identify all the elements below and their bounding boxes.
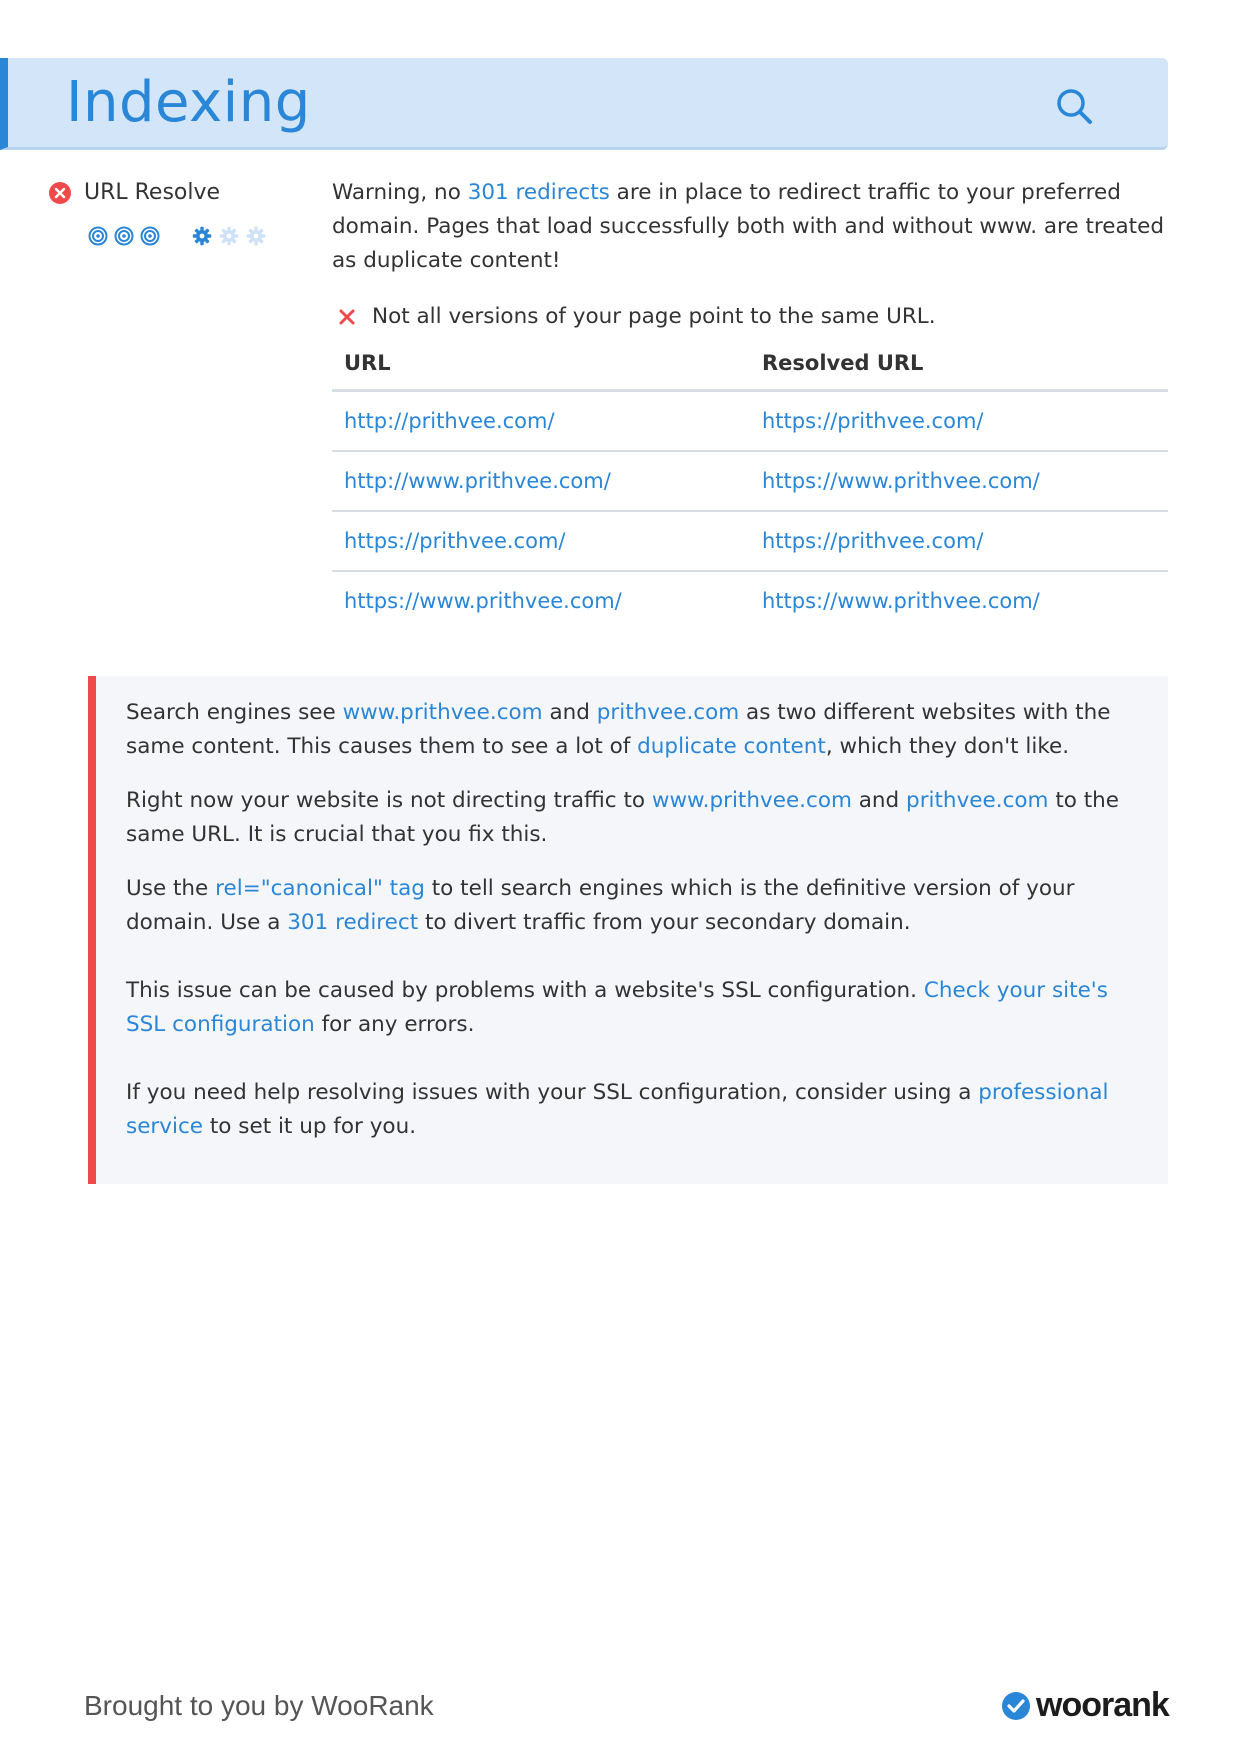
advice-text: to set it up for you. [203, 1114, 417, 1139]
advice-text: for any errors. [314, 1012, 475, 1037]
advice-text: to divert traffic from your secondary domain. [418, 910, 911, 935]
advice-text: Right now your website is not directing traffic to [126, 788, 652, 813]
warning-message [332, 176, 1168, 278]
criterion-content [332, 176, 1168, 630]
logo-text: woorank [1036, 1686, 1169, 1724]
link-root-domain[interactable]: prithvee.com [906, 788, 1049, 813]
link-301-redirect[interactable]: 301 redirect [287, 910, 419, 935]
table-row [332, 571, 1168, 630]
gear-icon [192, 226, 212, 246]
check-result-text: Not all versions of your page point to the same URL. [372, 304, 936, 329]
link-ssl-check[interactable]: Check your site's SSL configuration [126, 978, 1108, 1037]
link-duplicate-content[interactable]: duplicate content [637, 734, 826, 759]
table-row [332, 451, 1168, 511]
url-cell[interactable]: https://prithvee.com/ [332, 511, 750, 571]
check-result [332, 304, 1168, 329]
advice-paragraph [126, 784, 1128, 852]
difficulty-rating [192, 226, 273, 246]
advice-text: and [542, 700, 597, 725]
resolved-url-cell[interactable]: https://www.prithvee.com/ [750, 451, 1168, 511]
error-status-icon [48, 181, 72, 205]
link-professional-service[interactable]: professional service [126, 1080, 1109, 1139]
advice-text: , which they don't like. [825, 734, 1070, 759]
resolved-url-cell[interactable]: https://prithvee.com/ [750, 391, 1168, 452]
resolved-url-cell[interactable]: https://prithvee.com/ [750, 511, 1168, 571]
advice-text: If you need help resolving issues with your SSL configuration, consider using a [126, 1080, 979, 1105]
gear-icon [246, 226, 266, 246]
advice-text: as two different websites with the same content. This causes them to see a lot of [126, 700, 1111, 759]
table-header-row [332, 341, 1168, 391]
link-www-domain[interactable]: www.prithvee.com [342, 700, 543, 725]
column-header-resolved-url: Resolved URL [750, 341, 1168, 391]
advice-paragraph [126, 1076, 1128, 1144]
importance-rating [88, 226, 166, 246]
advice-text: and [851, 788, 907, 813]
url-cell[interactable]: http://www.prithvee.com/ [332, 451, 750, 511]
url-cell[interactable]: http://prithvee.com/ [332, 391, 750, 452]
search-icon [1054, 86, 1094, 126]
link-root-domain[interactable]: prithvee.com [596, 700, 740, 725]
warning-text: are in place to redirect traffic to your preferred domain. Pages that load successfully both with and without www. are treated as duplicate content! [332, 180, 1164, 273]
advice-paragraph [126, 974, 1128, 1042]
advice-text: to tell search engines which is the definitive version of your domain. Use a [126, 876, 1075, 935]
warning-text: Warning, no [332, 180, 468, 205]
target-icon [140, 226, 160, 246]
resolved-url-cell[interactable]: https://www.prithvee.com/ [762, 589, 1040, 613]
advice-text: Search engines see [126, 700, 343, 725]
link-301-redirects[interactable]: 301 redirects [467, 180, 610, 205]
table-row [332, 391, 1168, 452]
criterion-title: URL Resolve [84, 180, 221, 205]
advice-paragraph [126, 696, 1128, 764]
gear-icon [219, 226, 239, 246]
link-www-domain[interactable]: www.prithvee.com [651, 788, 852, 813]
target-icon [88, 226, 108, 246]
target-icon [114, 226, 134, 246]
url-resolve-table [332, 341, 1168, 630]
woorank-logo [1000, 1686, 1169, 1725]
advice-text: This issue can be caused by problems with a website's SSL configuration. [126, 978, 924, 1003]
table-row [332, 511, 1168, 571]
check-badge-icon [1000, 1690, 1032, 1722]
advice-text: to the same URL. It is crucial that you fix this. [126, 788, 1120, 847]
advice-text: Use the [126, 876, 216, 901]
page-title: Indexing [66, 70, 311, 135]
column-header-url: URL [332, 341, 750, 391]
criterion-label [48, 180, 220, 205]
advice-paragraph [126, 872, 1128, 940]
advice-box [88, 676, 1168, 1184]
link-canonical-tag[interactable]: rel="canonical" tag [215, 876, 425, 901]
footer-credit: Brought to you by WooRank [84, 1690, 434, 1721]
cross-icon [338, 308, 356, 326]
section-header [0, 58, 1168, 150]
url-cell[interactable]: https://www.prithvee.com/ [344, 589, 622, 613]
